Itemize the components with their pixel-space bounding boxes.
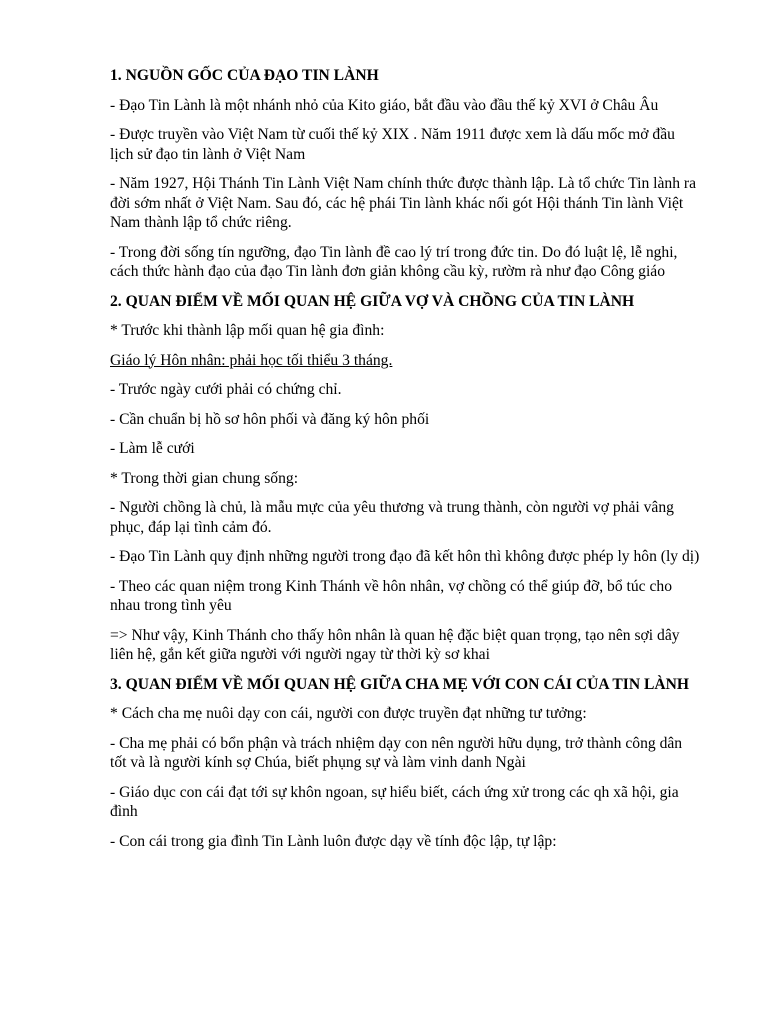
- paragraph: - Giáo dục con cái đạt tới sự khôn ngoan, sự hiểu biết, cách ứng xử trong các qh xã hội, gia đình: [110, 783, 679, 820]
- paragraph: - Đạo Tin Lành quy định những người trong đạo đã kết hôn thì không được phép ly hôn (ly dị): [110, 548, 700, 565]
- underlined-paragraph: Giáo lý Hôn nhân: phải học tối thiểu 3 tháng.: [110, 351, 393, 369]
- paragraph: - Năm 1927, Hội Thánh Tin Lành Việt Nam chính thức được thành lập. Là tổ chức Tin lành ra đời sớm nhất ở Việt Nam. Sau đó, các hệ phái Tin lành khác nối gót Hội thánh Tin lành Việt Nam thành lập tổ chức riêng.: [110, 175, 697, 231]
- paragraph: * Cách cha mẹ nuôi dạy con cái, người con được truyền đạt những tư tưởng:: [110, 705, 587, 722]
- paragraph: - Trước ngày cưới phải có chứng chỉ.: [110, 381, 342, 398]
- paragraph: - Làm lễ cưới: [110, 440, 195, 457]
- paragraph: - Người chồng là chủ, là mẫu mực của yêu thương và trung thành, còn người vợ phải vâng phục, đáp lại tình cảm đó.: [110, 499, 674, 536]
- paragraph: - Cần chuẩn bị hồ sơ hôn phối và đăng ký hôn phối: [110, 410, 430, 428]
- document-page: [110, 66, 700, 861]
- paragraph: - Theo các quan niệm trong Kinh Thánh về hôn nhân, vợ chồng có thể giúp đỡ, bổ túc cho nhau trong tình yêu: [110, 577, 672, 614]
- paragraph: - Cha mẹ phải có bổn phận và trách nhiệm dạy con nên người hữu dụng, trở thành công dân tốt và là người kính sợ Chúa, biết phụng sự và làm vinh danh Ngài: [110, 734, 683, 771]
- paragraph: - Đạo Tin Lành là một nhánh nhỏ của Kito giáo, bắt đầu vào đầu thế kỷ XVI ở Châu Âu: [110, 96, 659, 114]
- section-heading-1: 1. NGUỒN GỐC CỦA ĐẠO TIN LÀNH: [110, 67, 379, 84]
- paragraph: - Trong đời sống tín ngưỡng, đạo Tin lành đề cao lý trí trong đức tin. Do đó luật lệ, lễ nghi, cách thức hành đạo của đạo Tin lành đơn giản không cầu kỳ, rườm rà như đạo Công giáo: [110, 243, 678, 280]
- section-heading-2: 2. QUAN ĐIỂM VỀ MỐI QUAN HỆ GIỮA VỢ VÀ CHỒNG CỦA TIN LÀNH: [110, 292, 635, 310]
- paragraph: => Như vậy, Kinh Thánh cho thấy hôn nhân là quan hệ đặc biệt quan trọng, tạo nên sợi dây liên hệ, gắn kết giữa người với người ngay từ thời kỳ sơ khai: [110, 626, 680, 663]
- paragraph: * Trước khi thành lập mối quan hệ gia đình:: [110, 322, 385, 339]
- section-heading-3: 3. QUAN ĐIỂM VỀ MỐI QUAN HỆ GIỮA CHA MẸ VỚI CON CÁI CỦA TIN LÀNH: [110, 675, 690, 693]
- paragraph: - Con cái trong gia đình Tin Lành luôn được dạy về tính độc lập, tự lập:: [110, 832, 557, 850]
- paragraph: - Được truyền vào Việt Nam từ cuối thế kỷ XIX . Năm 1911 được xem là dấu mốc mở đầu lịch sử đạo tin lành ở Việt Nam: [110, 126, 675, 163]
- paragraph: * Trong thời gian chung sống:: [110, 469, 299, 487]
